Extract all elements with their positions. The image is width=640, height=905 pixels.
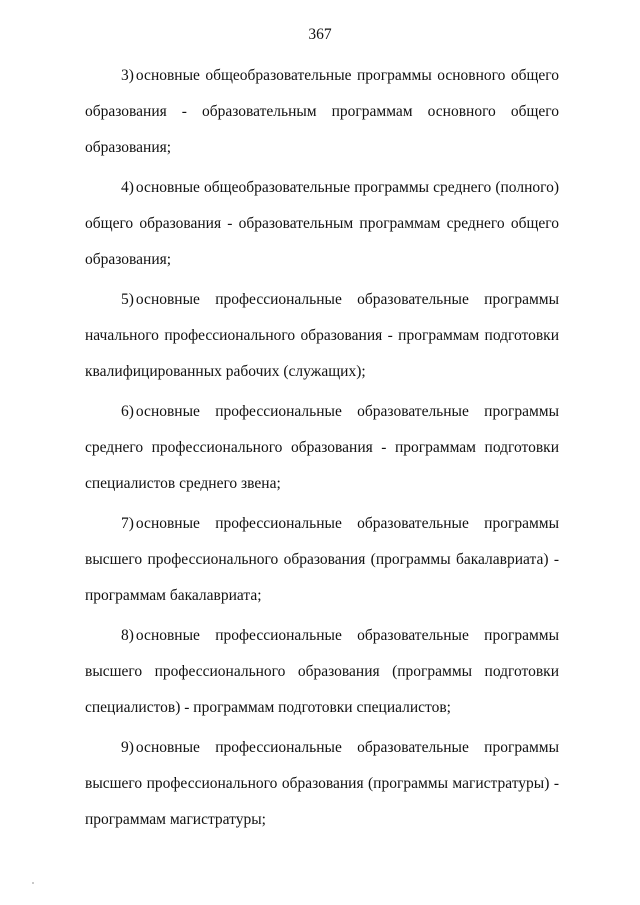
item-number: 6)	[121, 403, 134, 420]
item-number: 4)	[121, 179, 134, 196]
item-number: 5)	[121, 291, 134, 308]
item-number: 8)	[121, 627, 134, 644]
list-item	[85, 170, 559, 278]
item-text: основные профессиональные образовательные программы высшего профессионального образования (программы магистратуры) - программам магистратуры;	[85, 739, 559, 828]
scan-speck	[32, 882, 34, 884]
list-item	[85, 58, 559, 166]
item-text: основные профессиональные образовательные программы высшего профессионального образования (программы подготовки специалистов) - программам подготовки специалистов;	[85, 627, 559, 716]
list-item	[85, 394, 559, 502]
item-text: основные профессиональные образовательные программы среднего профессионального образования - программам подготовки специалистов среднего звена;	[85, 403, 559, 492]
item-text: основные профессиональные образовательные программы высшего профессионального образования (программы бакалавриата) - программам бакалавриата;	[85, 515, 559, 604]
list-item	[85, 730, 559, 838]
item-text: основные общеобразовательные программы среднего (полного) общего образования - образовательным программам среднего общего образования;	[85, 179, 559, 268]
page-number: 367	[308, 26, 332, 43]
item-number: 7)	[121, 515, 134, 532]
item-text: основные профессиональные образовательные программы начального профессионального образования - программам подготовки квалифицированных рабочих (служащих);	[85, 291, 559, 380]
item-text: основные общеобразовательные программы основного общего образования - образовательным программам основного общего образования;	[85, 67, 559, 156]
document-body	[85, 58, 559, 842]
list-item	[85, 506, 559, 614]
item-number: 9)	[121, 739, 134, 756]
list-item	[85, 282, 559, 390]
list-item	[85, 618, 559, 726]
item-number: 3)	[121, 67, 134, 84]
